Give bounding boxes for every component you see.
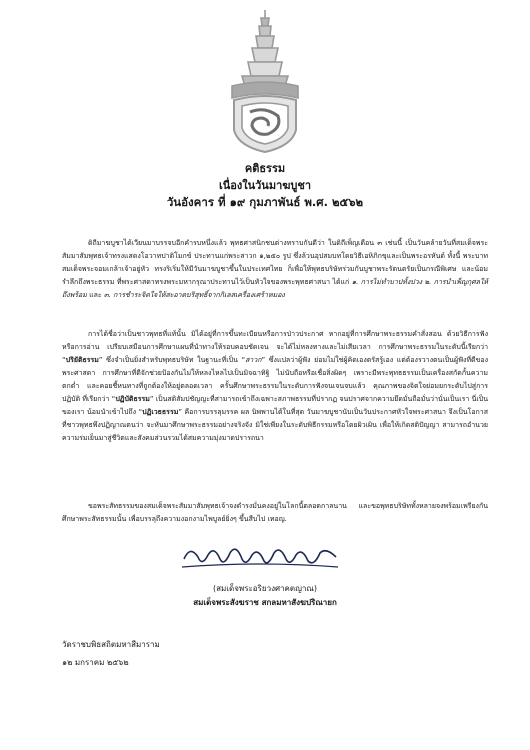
p2-text-3: ” ซึ่งแปลว่าผู้ฟัง ย่อมไม่ใช่ผู้คิดเองตรัสรู้เอง แต่ต้องรวางตนเป็นผู้ฟังที่ดีของพระศาสดา การศึกษาที่ดีจักช่วยป้องกันไม่ให้หลงไหลไปเป็นมิจฉาทิฐิ ไม่นับถือหรือเชื่อสิ่งผิดๆ เพราะมีพระพุทธธรรมเป็นเครื่องสกัดกั้นความตกต่ำ และคอยชี้หนทางที่ถูกต้องให้อยู่ตลอดเวลา ครั้นศึกษาพระธรรมในระดับการฟังจนเจนจบแล้ว คุณภาพของจิตใจย่อมยกระดับไปสู่การปฏิบัติ ที่เรียกว่า “ [62, 356, 489, 404]
p2-text-1: การได้ชื่อว่าเป็นชาวพุทธที่แท้นั้น มิได้อยู่ที่การขึ้นทะเบียนหรือการป่าวประกาศ หากอยู่ที่การศึกษาพระธรรมคำสั่งสอน ด้วยวิธีการฟังหรือการอ่าน เปรียบเสมือนการศึกษาแผนที่นำทางให้รอบคอบชัดเจน จะได้ไม่หลงทางและไม่เสียเวลา การศึกษาพระธรรมในระดับนี้เรียกว่า “ [62, 330, 488, 365]
p1-italic-1: ๑. การไม่ทำบาปทั้งปวง ๒. การบำเพ็ญกุศลให้ถึงพร้อม [62, 278, 488, 300]
p1-italic-2: ๓. การชำระจิตใจให้สะอาดบริสุทธิ์จากกิเลสเครื่องเศร้าหมอง [103, 291, 285, 300]
p2-text-4: ” เป็นสติสัมปชัญญะที่สามารถเข้าถึงเฉพาะสภาพธรรมที่ปรากฏ จนปราศจากความยึดมั่นถือมั่นว่านั่นเป็นเรา นี่เป็นของเรา น้อมนำเข้าไปถึง “ [62, 395, 488, 417]
sangharaja-emblem [212, 6, 318, 156]
handwritten-signature [180, 539, 340, 573]
p2-bold-3: ปฏิเวธธรรม [142, 408, 179, 417]
paragraph-3: ขอพระสัทธรรมของสมเด็จพระสัมมาสัมพุทธเจ้าจงดำรงมั่นคงอยู่ในโลกนี้ตลอดกาลนาน และขอพุทธบริษัททั้งหลายจงพร้อมเพรียงกันศึกษาพระสัทธรรมนั้น เพื่อบรรลุถึงความงอกงามไพบูลย์ยิ่งๆ ขึ้นสืบไป เทอญ. [62, 502, 488, 524]
p2-bold-2: ปฏิบัติธรรม [115, 395, 150, 404]
paragraph-1 [62, 237, 488, 302]
signer-name: (สมเด็จพระอริยวงศาคตญาณ) [213, 584, 317, 593]
header [0, 160, 530, 211]
footer-date: ๑๒ มกราคม ๒๕๖๒ [62, 658, 129, 667]
footer-place: วัดราชบพิธสถิตมหาสีมาราม [62, 640, 160, 649]
p1-text: ดิถีมาฆบูชาได้เวียนมาบรรจบอีกคำรบหนึ่งแล้ว พุทธศาสนิกชนต่างทราบกันดีว่า ในดิถีเพ็ญเดือน ๓ เช่นนี้ เป็นวันคล้ายวันที่สมเด็จพระสัมมาสัมพุทธเจ้าทรงแสดงโอวาทปาติโมกข์ ประทานแก่พระสาวก ๑,๒๕๐ รูป ซึ่งล้วนอุปสมบทโดยวิธีเอหิภิกขุและเป็นพระอรหันต์ ทั้งนี้ พระบาทสมเด็จพระจอมเกล้าเจ้าอยู่หัว ทรงริเริ่มให้มีวันมาฆบูชาขึ้นในประเทศไทย ก็เพื่อให้พุทธบริษัทร่วมกันบูชาพระรัตนตรัยเป็นกรณีพิเศษ และน้อมรำลึกถึงพระธรรม ที่พระศาสดาทรงพระมหากรุณาประทานไว้เป็นหัวใจของพระพุทธศาสนา ได้แก่ [62, 239, 488, 287]
document-title: คติธรรม [244, 162, 286, 175]
document-subtitle: เนื่องในวันมาฆบูชา [218, 179, 312, 192]
p2-bold-1: ปริยัติธรรม [65, 356, 99, 365]
p2-italic-1: สาวก [245, 356, 262, 365]
document-date: วันอังคาร ที่ ๑๙ กุมภาพันธ์ พ.ศ. ๒๕๖๒ [166, 195, 364, 209]
p1-mid: และ [86, 291, 104, 300]
p2-text-2: ” ซึ่งจำเป็นยิ่งสำหรับพุทธบริษัท ในฐานะที่เป็น “ [98, 356, 246, 365]
signer-title: สมเด็จพระสังฆราช สกลมหาสังฆปริณายก [193, 598, 337, 607]
p2-text-5: ” คือการบรรลุมรรค ผล นิพพานได้ในที่สุด วันมาฆบูชานับเป็นวันประกาศหัวใจพระศาสนา จึงเป็นโอกาสที่ชาวพุทธพึงปฏิญาณตนว่า จะหันมาศึกษาพระธรรมอย่างจริงจัง มิใช่เพียงในระดับพิธีกรรมหรือโดยผิวเผิน เพื่อให้เกิดสติปัญญา สามารถอำนวยความร่มเย็นมาสู่ชีวิตและสังคมส่วนรวมได้สมความมุ่งมาดปรารถนา [62, 408, 488, 443]
paragraph-2 [62, 328, 488, 445]
